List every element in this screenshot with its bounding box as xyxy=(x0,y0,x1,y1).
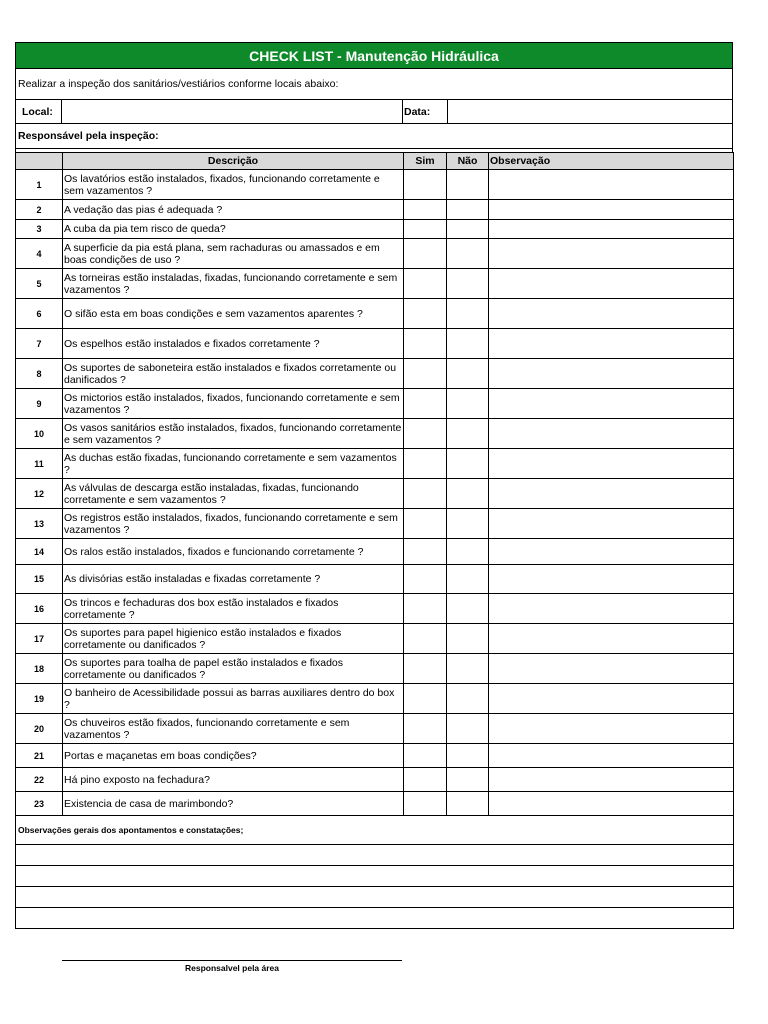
observation-cell[interactable] xyxy=(489,792,734,816)
nao-checkbox-cell[interactable] xyxy=(447,200,489,220)
item-number: 13 xyxy=(16,509,63,539)
item-description: Os ralos estão instalados, fixados e funcionando corretamente ? xyxy=(63,539,404,565)
observation-cell[interactable] xyxy=(489,220,734,239)
item-number: 22 xyxy=(16,768,63,792)
item-number: 18 xyxy=(16,654,63,684)
item-number: 23 xyxy=(16,792,63,816)
sim-checkbox-cell[interactable] xyxy=(404,419,447,449)
item-description: A vedação das pias é adequada ? xyxy=(63,200,404,220)
sim-checkbox-cell[interactable] xyxy=(404,299,447,329)
nao-checkbox-cell[interactable] xyxy=(447,792,489,816)
item-description: Há pino exposto na fechadura? xyxy=(63,768,404,792)
observation-cell[interactable] xyxy=(489,200,734,220)
observation-cell[interactable] xyxy=(489,329,734,359)
table-row xyxy=(16,269,734,299)
date-field[interactable] xyxy=(448,100,732,123)
header-description: Descrição xyxy=(63,153,404,170)
sim-checkbox-cell[interactable] xyxy=(404,200,447,220)
nao-checkbox-cell[interactable] xyxy=(447,389,489,419)
checklist-title: CHECK LIST - Manutenção Hidráulica xyxy=(15,42,733,69)
table-row xyxy=(16,200,734,220)
nao-checkbox-cell[interactable] xyxy=(447,714,489,744)
nao-checkbox-cell[interactable] xyxy=(447,269,489,299)
table-row xyxy=(16,299,734,329)
table-row xyxy=(16,239,734,269)
nao-checkbox-cell[interactable] xyxy=(447,479,489,509)
observation-cell[interactable] xyxy=(489,479,734,509)
sim-checkbox-cell[interactable] xyxy=(404,449,447,479)
observation-cell[interactable] xyxy=(489,389,734,419)
table-row xyxy=(16,744,734,768)
observation-line[interactable] xyxy=(16,866,734,887)
observation-cell[interactable] xyxy=(489,269,734,299)
item-number: 8 xyxy=(16,359,63,389)
header-nao: Não xyxy=(447,153,489,170)
sim-checkbox-cell[interactable] xyxy=(404,594,447,624)
table-header-row xyxy=(16,153,734,170)
local-date-row xyxy=(15,100,733,124)
item-description: Os vasos sanitários estão instalados, fixados, funcionando corretamente e sem vazamentos ? xyxy=(63,419,404,449)
item-description: Os suportes para papel higienico estão instalados e fixados corretamente ou danificados ? xyxy=(63,624,404,654)
nao-checkbox-cell[interactable] xyxy=(447,624,489,654)
item-number: 7 xyxy=(16,329,63,359)
table-row xyxy=(16,359,734,389)
table-row xyxy=(16,419,734,449)
header-num xyxy=(16,153,63,170)
item-description: Portas e maçanetas em boas condições? xyxy=(63,744,404,768)
observation-cell[interactable] xyxy=(489,624,734,654)
sim-checkbox-cell[interactable] xyxy=(404,479,447,509)
sim-checkbox-cell[interactable] xyxy=(404,329,447,359)
table-row xyxy=(16,220,734,239)
sim-checkbox-cell[interactable] xyxy=(404,389,447,419)
item-description: Os lavatórios estão instalados, fixados, funcionando corretamente e sem vazamentos ? xyxy=(63,170,404,200)
nao-checkbox-cell[interactable] xyxy=(447,329,489,359)
nao-checkbox-cell[interactable] xyxy=(447,419,489,449)
local-field[interactable] xyxy=(62,100,403,123)
sim-checkbox-cell[interactable] xyxy=(404,509,447,539)
item-description: Os chuveiros estão fixados, funcionando corretamente e sem vazamentos ? xyxy=(63,714,404,744)
table-row xyxy=(16,509,734,539)
item-description: A cuba da pia tem risco de queda? xyxy=(63,220,404,239)
sim-checkbox-cell[interactable] xyxy=(404,714,447,744)
sim-checkbox-cell[interactable] xyxy=(404,359,447,389)
item-number: 17 xyxy=(16,624,63,654)
item-number: 16 xyxy=(16,594,63,624)
table-row xyxy=(16,654,734,684)
sim-checkbox-cell[interactable] xyxy=(404,269,447,299)
observation-cell[interactable] xyxy=(489,419,734,449)
nao-checkbox-cell[interactable] xyxy=(447,565,489,594)
observation-cell[interactable] xyxy=(489,768,734,792)
item-number: 1 xyxy=(16,170,63,200)
item-description: Os trincos e fechaduras dos box estão instalados e fixados corretamente ? xyxy=(63,594,404,624)
item-description: As torneiras estão instaladas, fixadas, funcionando corretamente e sem vazamentos ? xyxy=(63,269,404,299)
observation-cell[interactable] xyxy=(489,714,734,744)
observation-cell[interactable] xyxy=(489,299,734,329)
sim-checkbox-cell[interactable] xyxy=(404,565,447,594)
local-label: Local: xyxy=(16,100,62,123)
observation-cell[interactable] xyxy=(489,239,734,269)
observation-line[interactable] xyxy=(16,908,734,929)
item-number: 2 xyxy=(16,200,63,220)
table-row xyxy=(16,449,734,479)
item-description: As duchas estão fixadas, funcionando corretamente e sem vazamentos ? xyxy=(63,449,404,479)
header-observacao: Observação xyxy=(489,153,734,170)
observation-cell[interactable] xyxy=(489,594,734,624)
item-description: Os registros estão instalados, fixados, funcionando corretamente e sem vazamentos ? xyxy=(63,509,404,539)
observation-cell[interactable] xyxy=(489,565,734,594)
table-row xyxy=(16,389,734,419)
sim-checkbox-cell[interactable] xyxy=(404,654,447,684)
item-number: 20 xyxy=(16,714,63,744)
checklist-sheet xyxy=(15,42,733,929)
sim-checkbox-cell[interactable] xyxy=(404,768,447,792)
table-row xyxy=(16,565,734,594)
table-row xyxy=(16,714,734,744)
item-number: 19 xyxy=(16,684,63,714)
sim-checkbox-cell[interactable] xyxy=(404,539,447,565)
sim-checkbox-cell[interactable] xyxy=(404,792,447,816)
table-row xyxy=(16,768,734,792)
sim-checkbox-cell[interactable] xyxy=(404,239,447,269)
nao-checkbox-cell[interactable] xyxy=(447,684,489,714)
nao-checkbox-cell[interactable] xyxy=(447,744,489,768)
nao-checkbox-cell[interactable] xyxy=(447,359,489,389)
observation-cell[interactable] xyxy=(489,654,734,684)
item-number: 4 xyxy=(16,239,63,269)
table-row xyxy=(16,479,734,509)
observation-cell[interactable] xyxy=(489,509,734,539)
sim-checkbox-cell[interactable] xyxy=(404,624,447,654)
item-description: Os mictorios estão instalados, fixados, funcionando corretamente e sem vazamentos ? xyxy=(63,389,404,419)
sim-checkbox-cell[interactable] xyxy=(404,220,447,239)
table-row xyxy=(16,170,734,200)
nao-checkbox-cell[interactable] xyxy=(447,239,489,269)
observation-cell[interactable] xyxy=(489,449,734,479)
observation-cell[interactable] xyxy=(489,684,734,714)
nao-checkbox-cell[interactable] xyxy=(447,449,489,479)
item-number: 3 xyxy=(16,220,63,239)
item-description: Existencia de casa de marimbondo? xyxy=(63,792,404,816)
item-number: 6 xyxy=(16,299,63,329)
nao-checkbox-cell[interactable] xyxy=(447,768,489,792)
instruction-text: Realizar a inspeção dos sanitários/vestiários conforme locais abaixo: xyxy=(15,69,733,100)
item-description: Os suportes para toalha de papel estão instalados e fixados corretamente ou danificados ? xyxy=(63,654,404,684)
signature-label: Responsalvel pela área xyxy=(62,960,402,973)
sim-checkbox-cell[interactable] xyxy=(404,744,447,768)
item-number: 11 xyxy=(16,449,63,479)
header-sim: Sim xyxy=(404,153,447,170)
item-description: As válvulas de descarga estão instaladas, fixadas, funcionando corretamente e sem vazamentos ? xyxy=(63,479,404,509)
table-row xyxy=(16,539,734,565)
date-label: Data: xyxy=(403,100,448,123)
item-number: 10 xyxy=(16,419,63,449)
item-number: 15 xyxy=(16,565,63,594)
nao-checkbox-cell[interactable] xyxy=(447,539,489,565)
nao-checkbox-cell[interactable] xyxy=(447,654,489,684)
item-number: 12 xyxy=(16,479,63,509)
item-description: Os suportes de saboneteira estão instalados e fixados corretamente ou danificados ? xyxy=(63,359,404,389)
item-description: O sifão esta em boas condições e sem vazamentos aparentes ? xyxy=(63,299,404,329)
general-observations-label: Observações gerais dos apontamentos e constatações; xyxy=(16,816,734,845)
item-number: 21 xyxy=(16,744,63,768)
observation-cell[interactable] xyxy=(489,359,734,389)
nao-checkbox-cell[interactable] xyxy=(447,170,489,200)
nao-checkbox-cell[interactable] xyxy=(447,509,489,539)
table-row xyxy=(16,792,734,816)
item-number: 14 xyxy=(16,539,63,565)
item-number: 9 xyxy=(16,389,63,419)
item-description: As divisórias estão instaladas e fixadas corretamente ? xyxy=(63,565,404,594)
item-description: O banheiro de Acessibilidade possui as barras auxiliares dentro do box ? xyxy=(63,684,404,714)
nao-checkbox-cell[interactable] xyxy=(447,299,489,329)
item-description: A superficie da pia está plana, sem rachaduras ou amassados e em boas condições de uso ? xyxy=(63,239,404,269)
table-row xyxy=(16,684,734,714)
nao-checkbox-cell[interactable] xyxy=(447,594,489,624)
sim-checkbox-cell[interactable] xyxy=(404,170,447,200)
checklist-table xyxy=(15,152,734,929)
observation-line[interactable] xyxy=(16,845,734,866)
observation-cell[interactable] xyxy=(489,170,734,200)
item-description: Os espelhos estão instalados e fixados corretamente ? xyxy=(63,329,404,359)
observation-cell[interactable] xyxy=(489,744,734,768)
nao-checkbox-cell[interactable] xyxy=(447,220,489,239)
table-row xyxy=(16,329,734,359)
observation-cell[interactable] xyxy=(489,539,734,565)
table-row xyxy=(16,594,734,624)
table-row xyxy=(16,624,734,654)
sim-checkbox-cell[interactable] xyxy=(404,684,447,714)
observation-line[interactable] xyxy=(16,887,734,908)
item-number: 5 xyxy=(16,269,63,299)
inspector-label: Responsável pela inspeção: xyxy=(15,124,733,149)
